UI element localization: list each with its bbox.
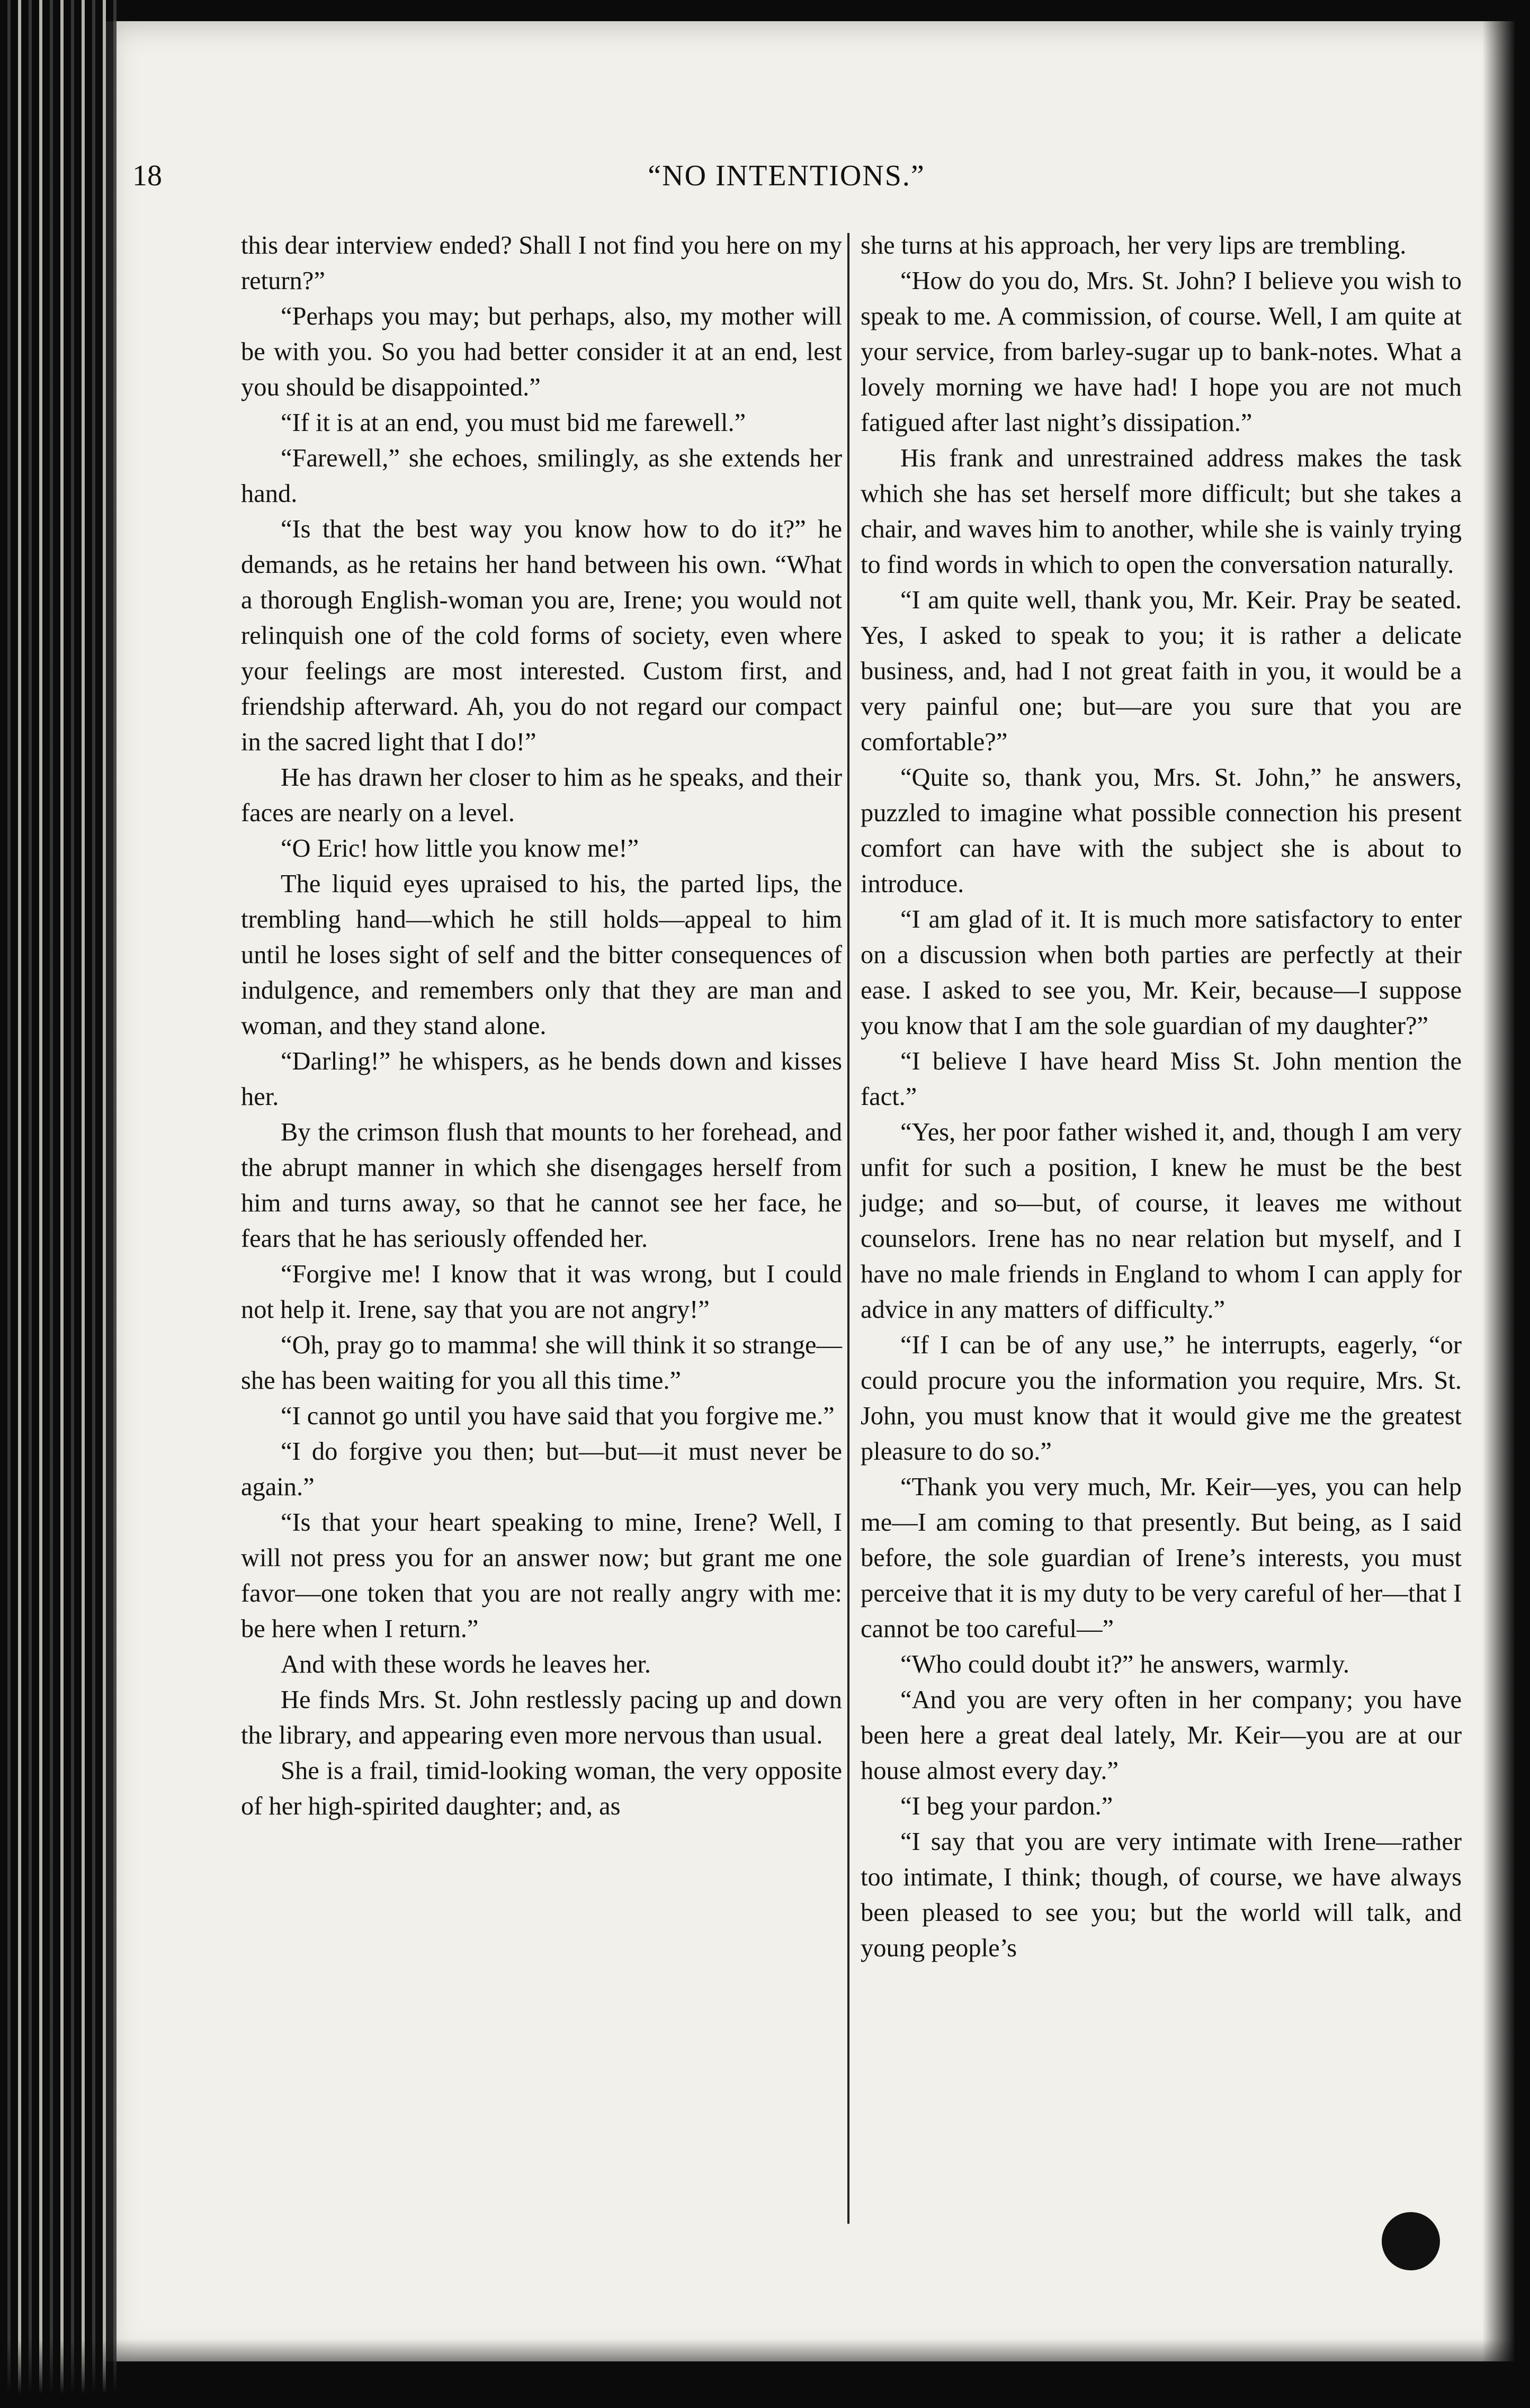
paragraph: “Farewell,” she echoes, smilingly, as she extends her hand. xyxy=(241,444,842,508)
paragraph: “Is that the best way you know how to do it?” he demands, as he retains her hand between his own. “What a thorough English-woman you are, Irene; you would not relinquish one of the cold forms of society, even where your feelings are most interested. Custom first, and friendship afterward. Ah, you do not regard our compact in the sacred light that I do!” xyxy=(241,515,842,756)
paragraph: “If it is at an end, you must bid me farewell.” xyxy=(281,409,746,437)
page-edge-bottom xyxy=(0,2339,1530,2408)
paragraph: “Who could doubt it?” he answers, warmly. xyxy=(900,1650,1350,1678)
paragraph: “Perhaps you may; but perhaps, also, my mother will be with you. So you had better consider it at an end, lest you should be disappointed.” xyxy=(241,302,842,401)
paragraph: “Is that your heart speaking to mine, Irene? Well, I will not press you for an answer now; but grant me one favor—one token that you are not really angry with me: be here when I return.” xyxy=(241,1508,842,1643)
paragraph: this dear interview ended? Shall I not find you here on my return?” xyxy=(241,231,842,295)
paragraph: He finds Mrs. St. John restlessly pacing up and down the library, and appearing even more nervous than usual. xyxy=(241,1686,842,1749)
paragraph: “And you are very often in her company; you have been here a great deal lately, Mr. Keir—you are at our house almost every day.” xyxy=(861,1686,1462,1785)
paragraph: “Quite so, thank you, Mrs. St. John,” he answers, puzzled to imagine what possible connection his present comfort can have with the subject she is about to introduce. xyxy=(861,763,1462,898)
paragraph: “Yes, her poor father wished it, and, though I am very unfit for such a position, I knew he must be the best judge; and so—but, of course, it leaves me without counselors. Irene has no near relation but myself, and I have no male friends in England to whom I can apply for advice in any matters of difficulty.” xyxy=(861,1118,1462,1324)
page-edge-right xyxy=(1482,0,1530,2408)
paragraph: He has drawn her closer to him as he speaks, and their faces are nearly on a level. xyxy=(241,763,842,827)
paragraph: The liquid eyes upraised to his, the parted lips, the trembling hand—which he still holds—appeal to him until he loses sight of self and the bitter consequences of indulgence, and remembers only that they are man and woman, and they stand alone. xyxy=(241,870,842,1040)
paragraph: “Oh, pray go to mamma! she will think it so strange—she has been waiting for you all this time.” xyxy=(241,1331,842,1395)
paragraph: she turns at his approach, her very lips are trembling. xyxy=(861,231,1407,259)
page-header xyxy=(132,159,1440,201)
page-number: 18 xyxy=(132,159,162,192)
paragraph: “How do you do, Mrs. St. John? I believe you wish to speak to me. A commission, of course. Well, I am quite at your service, from barley-sugar up to bank-notes. What a lovely morning we have had! I hope you are not much fatigued after last night’s dissipation.” xyxy=(861,267,1462,437)
paragraph: And with these words he leaves her. xyxy=(281,1650,651,1678)
left-text-column xyxy=(241,228,842,1824)
paragraph: “O Eric! how little you know me!” xyxy=(281,834,639,862)
book-binding-edge xyxy=(0,0,117,2408)
paragraph: “I believe I have heard Miss St. John mention the fact.” xyxy=(861,1047,1462,1111)
paragraph: His frank and unrestrained address makes the task which she has set herself more difficult; but she takes a chair, and waves him to another, while she is vainly trying to find words in which to open the conversation naturally. xyxy=(861,444,1462,579)
paragraph: “I do forgive you then; but—but—it must never be again.” xyxy=(241,1437,842,1501)
paragraph: “I am quite well, thank you, Mr. Keir. Pray be seated. Yes, I asked to speak to you; it is rather a delicate business, and, had I not great faith in you, it would be a very painful one; but—are you sure that you are comfortable?” xyxy=(861,586,1462,756)
paragraph: “Forgive me! I know that it was wrong, but I could not help it. Irene, say that you are not angry!” xyxy=(241,1260,842,1324)
paragraph: By the crimson flush that mounts to her forehead, and the abrupt manner in which she disengages herself from him and turns away, so that he cannot see her face, he fears that he has seriously offended her. xyxy=(241,1118,842,1253)
paragraph: “I am glad of it. It is much more satisfactory to enter on a discussion when both parties are perfectly at their ease. I asked to see you, Mr. Keir, because—I suppose you know that I am the sole guardian of my daughter?” xyxy=(861,905,1462,1040)
paragraph: “I cannot go until you have said that you forgive me.” xyxy=(281,1402,835,1430)
ink-blot xyxy=(1382,2212,1440,2270)
running-title: “NO INTENTIONS.” xyxy=(648,159,925,192)
paragraph: “I beg your pardon.” xyxy=(900,1792,1113,1820)
paragraph: “If I can be of any use,” he interrupts, eagerly, “or could procure you the information you require, Mrs. St. John, you must know that it would give me the greatest pleasure to do so.” xyxy=(861,1331,1462,1466)
column-divider xyxy=(847,233,849,2224)
paragraph: “Thank you very much, Mr. Keir—yes, you can help me—I am coming to that presently. But being, as I said before, the sole guardian of Irene’s interests, you must perceive that it is my duty to be very careful of her—that I cannot be too careful—” xyxy=(861,1473,1462,1643)
paragraph: “I say that you are very intimate with Irene—rather too intimate, I think; though, of course, we have always been pleased to see you; but the world will talk, and young people’s xyxy=(861,1828,1462,1962)
right-text-column xyxy=(861,228,1462,1966)
paragraph: She is a frail, timid-looking woman, the very opposite of her high-spirited daughter; and, as xyxy=(241,1757,842,1820)
paragraph: “Darling!” he whispers, as he bends down and kisses her. xyxy=(241,1047,842,1111)
